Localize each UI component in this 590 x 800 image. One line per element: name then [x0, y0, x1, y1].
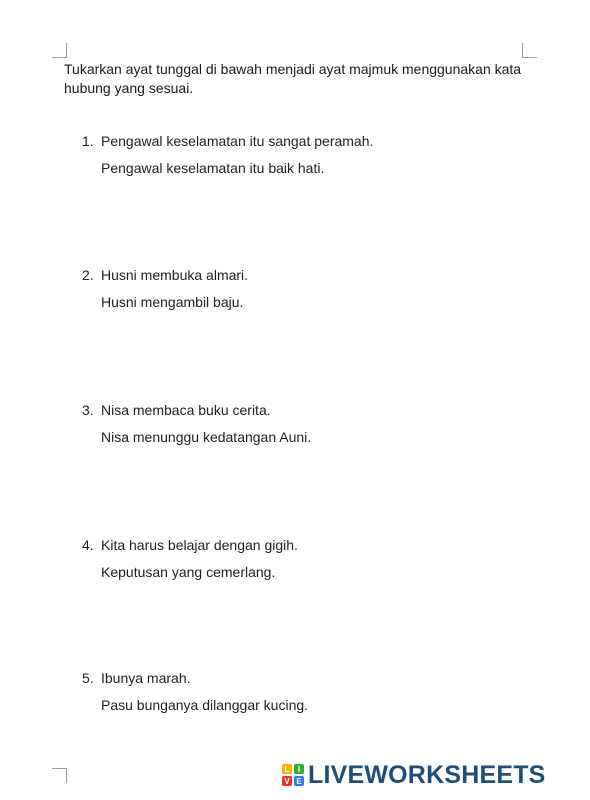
question-sentence-1: Nisa membaca buku cerita. [101, 402, 271, 418]
question-4 [82, 536, 298, 580]
logo-mark-icon [282, 764, 304, 786]
logo-mark-letter: I [294, 764, 304, 774]
page-corner-top-left [52, 43, 67, 58]
logo-text: LIVEWORKSHEETS [308, 760, 546, 789]
question-5 [82, 669, 309, 713]
question-sentence-1: Ibunya marah. [101, 670, 191, 686]
question-number: 4. [82, 537, 94, 553]
question-sentence-2: Keputusan yang cemerlang. [101, 564, 276, 580]
logo-mark-letter: E [294, 776, 304, 786]
question-sentence-2: Pasu bunganya dilanggar kucing. [101, 697, 309, 713]
instruction-text: Tukarkan ayat tunggal di bawah menjadi ayat majmuk menggunakan kata hubung yang sesuai. [64, 61, 522, 96]
question-3 [82, 401, 312, 445]
logo-mark-letter: V [282, 776, 292, 786]
question-sentence-2: Pengawal keselamatan itu baik hati. [101, 160, 325, 176]
question-1 [82, 132, 374, 176]
question-sentence-2: Husni mengambil baju. [101, 294, 244, 310]
question-number: 5. [82, 670, 94, 686]
logo-mark-letter: L [282, 764, 292, 774]
page-corner-top-right [522, 43, 537, 58]
liveworksheets-logo [282, 760, 546, 790]
question-sentence-1: Kita harus belajar dengan gigih. [101, 537, 298, 553]
question-number: 3. [82, 402, 94, 418]
question-sentence-1: Husni membuka almari. [101, 267, 249, 283]
question-2 [82, 266, 249, 310]
page-corner-bottom-left [52, 768, 67, 783]
question-sentence-2: Nisa menunggu kedatangan Auni. [101, 429, 312, 445]
question-sentence-1: Pengawal keselamatan itu sangat peramah. [101, 133, 374, 149]
question-number: 1. [82, 133, 94, 149]
question-number: 2. [82, 267, 94, 283]
